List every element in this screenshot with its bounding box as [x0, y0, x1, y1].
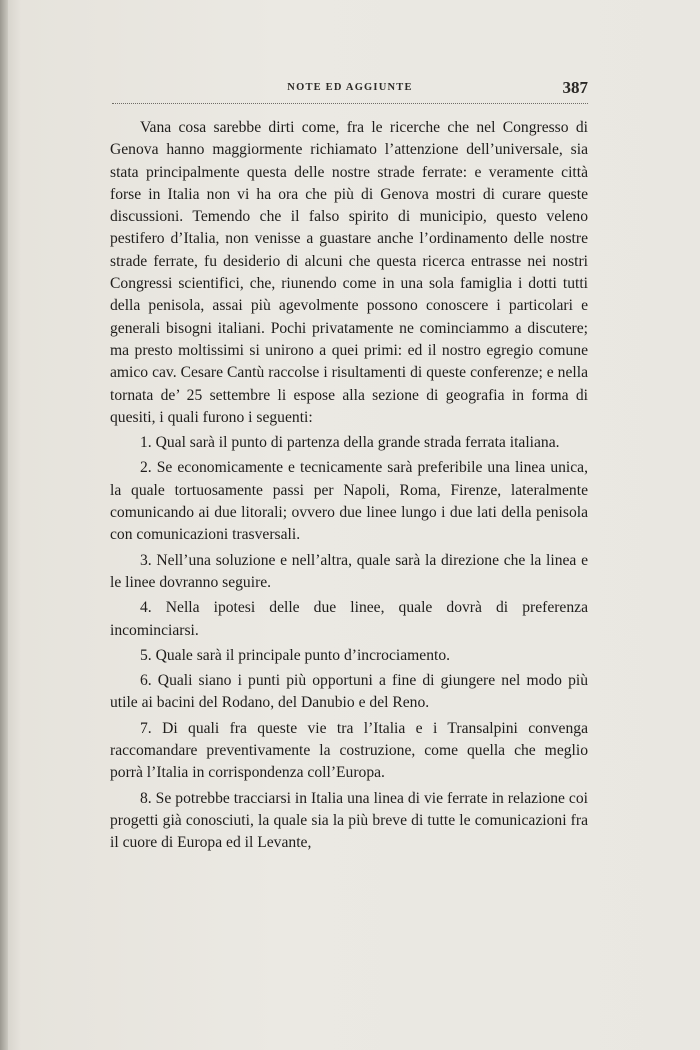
question-6: 6. Quali siano i punti più opportuni a fine di giungere nel modo più utile ai bacini del Rodano, del Danubio e del Reno. [110, 672, 588, 712]
question-2: 2. Se economicamente e tecnicamente sarà preferibile una linea unica, la quale tortuosamente passi per Napoli, Roma, Firenze, lateralmente comunicando ai due litorali; ovvero due linee lungo i due lati della penisola con comunicazioni trasversali. [110, 459, 588, 544]
page-number: 387 [562, 78, 588, 97]
question-1: 1. Qual sarà il punto di partenza della grande strada ferrata italiana. [140, 434, 560, 452]
binding-shadow [0, 0, 8, 1050]
question-5: 5. Quale sarà il principale punto d’incrociamento. [140, 646, 451, 664]
question-3: 3. Nell’una soluzione e nell’altra, quale sarà la direzione che la linea e le linee dovranno seguire. [110, 551, 588, 591]
question-4: 4. Nella ipotesi delle due linee, quale dovrà di preferenza incominciarsi. [110, 599, 588, 639]
running-head: NOTE ED AGGIUNTE [287, 82, 413, 93]
question-8: 8. Se potrebbe tracciarsi in Italia una linea di vie ferrate in relazione coi progetti già conosciuti, la quale sia la più breve di tutte le comunicazioni fra il cuore di Europa ed il Levante, [110, 789, 588, 852]
header-rule [112, 103, 588, 104]
question-7: 7. Di quali fra queste vie tra l’Italia e i Transalpini convenga raccomandare preventivamente la costruzione, come quella che meglio porrà l’Italia in corrispondenza coll’Europa. [110, 719, 588, 782]
body-text [110, 117, 588, 855]
page-header [112, 78, 588, 104]
intro-paragraph: Vana cosa sarebbe dirti come, fra le ricerche che nel Congresso di Genova hanno maggiormente richiamato l’attenzione dell’universale, sia stata principalmente questa delle nostre strade ferrate: e veramente città forse in Italia non vi ha ora che più di Genova mostri di curare queste discussioni. Temendo che il falso spirito di municipio, questo veleno pestifero d’Italia, non venisse a guastare anche l’ordinamento delle nostre strade ferrate, fu desiderio di alcuni che questa ricerca entrasse nei nostri Congressi scientifici, che, riunendo come in una sola famiglia i dotti tutti della penisola, assai più agevolmente possono conoscere i particolari e generali bisogni italiani. Pochi privatamente ne cominciammo a discutere; ma presto moltissimi si unirono a quei primi: ed il nostro egregio comune amico cav. Cesare Cantù raccolse i risultamenti di queste conferenze; e nella tornata de’ 25 settembre li espose alla sezione di geografia in forma di quesiti, i quali furono i seguenti: [110, 119, 588, 426]
